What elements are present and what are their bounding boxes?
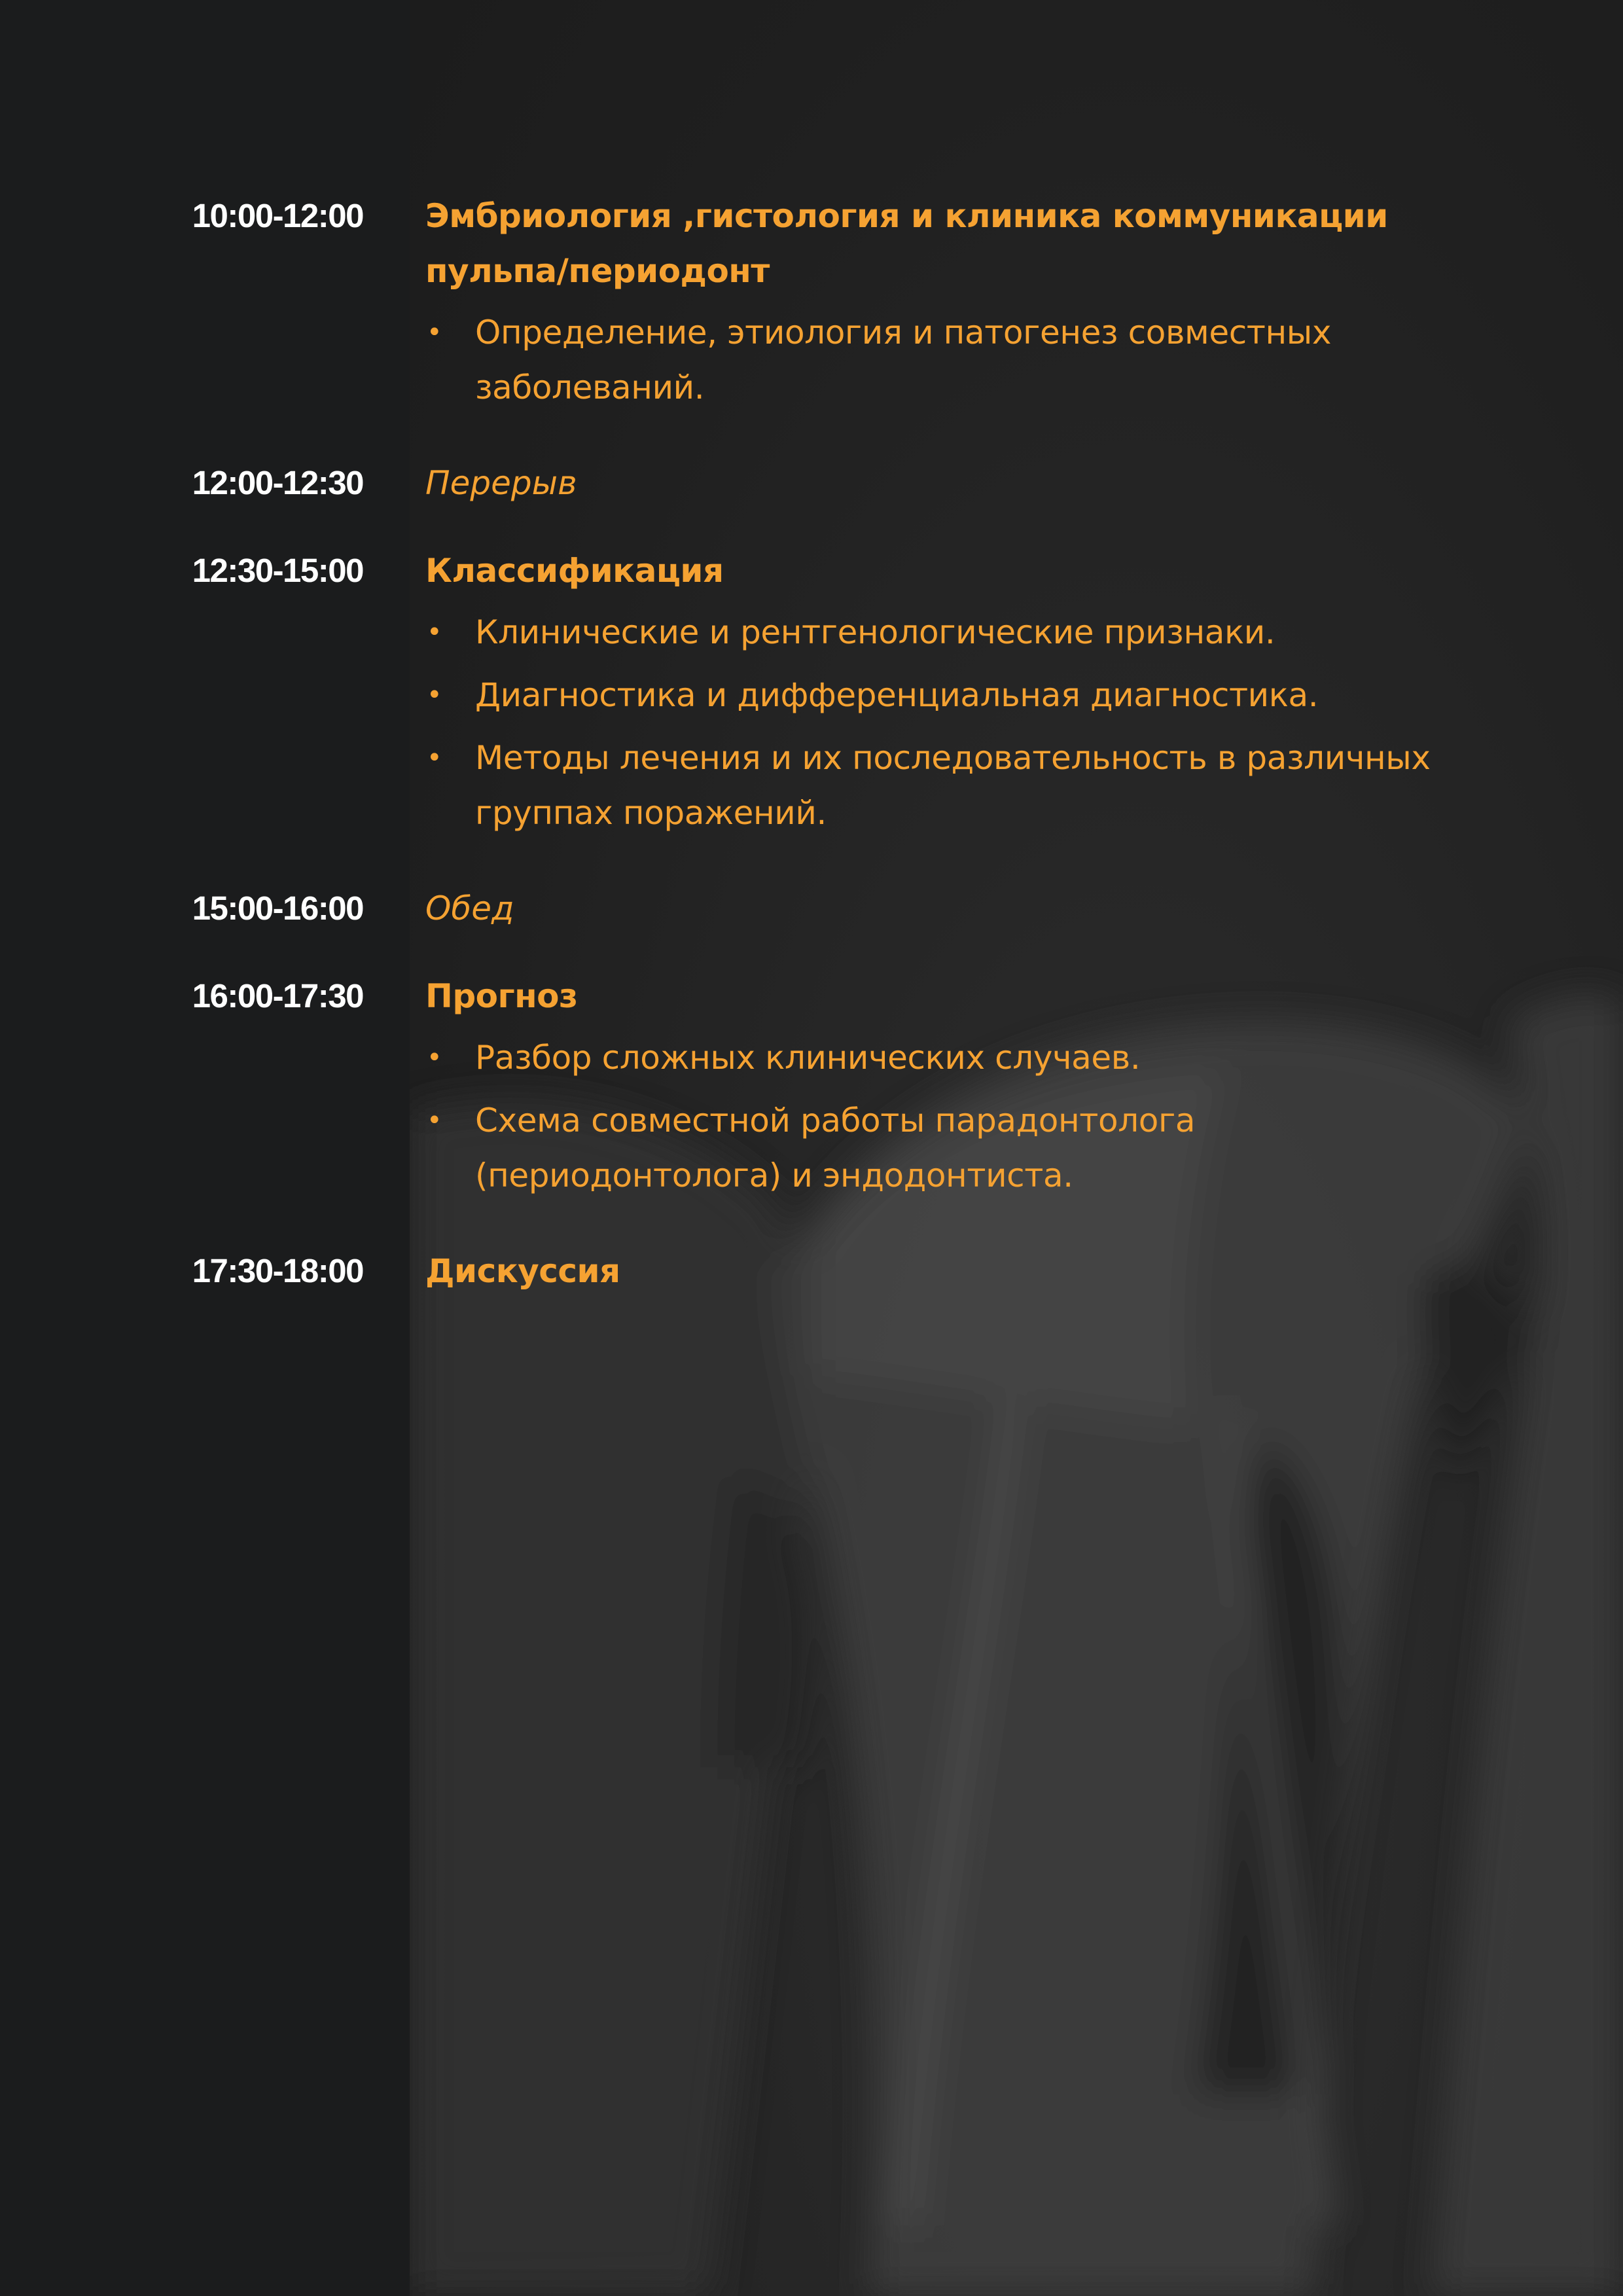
topic-text: Определение, этиология и патогенез совместных заболеваний. (475, 314, 1332, 406)
bullet-icon: • (427, 743, 442, 773)
topic-item (425, 1030, 1459, 1085)
schedule-row (0, 881, 1623, 936)
break-label: Перерыв (425, 464, 577, 502)
program-schedule (0, 188, 1623, 1299)
session-time: 16:00-17:30 (192, 977, 363, 1014)
session-topics-list (425, 605, 1459, 840)
topic-text: Клинические и рентгенологические признаки. (475, 613, 1275, 651)
topic-item (425, 305, 1459, 415)
session-topics-list (425, 1030, 1459, 1203)
session-content (425, 456, 1459, 511)
topic-text: Методы лечения и их последовательность в различных группах поражений. (475, 739, 1431, 832)
bullet-icon: • (427, 317, 442, 348)
session-title: Эмбриология ,гистология и клиника коммуникации пульпа/периодонт (425, 197, 1388, 290)
topic-item (425, 1093, 1459, 1203)
session-content (425, 543, 1459, 848)
schedule-row (0, 969, 1623, 1211)
session-time: 12:00-12:30 (192, 464, 363, 501)
topic-item (425, 730, 1459, 840)
schedule-row (0, 543, 1623, 848)
topic-text: Диагностика и дифференциальная диагностика. (475, 676, 1319, 714)
bullet-icon: • (427, 1105, 442, 1136)
bullet-icon: • (427, 617, 442, 647)
schedule-row (0, 1244, 1623, 1299)
session-title: Прогноз (425, 977, 578, 1015)
session-time: 15:00-16:00 (192, 889, 363, 927)
session-content (425, 1244, 1459, 1299)
session-title: Классификация (425, 552, 724, 590)
session-content (425, 881, 1459, 936)
session-title: Дискуссия (425, 1252, 620, 1290)
session-content (425, 969, 1459, 1211)
bullet-icon: • (427, 680, 442, 710)
schedule-row (0, 456, 1623, 511)
session-time: 10:00-12:00 (192, 197, 363, 234)
topic-item (425, 605, 1459, 660)
bullet-icon: • (427, 1043, 442, 1073)
session-time: 17:30-18:00 (192, 1252, 363, 1289)
topic-text: Схема совместной работы парадонтолога (периодонтолога) и эндодонтиста. (475, 1102, 1196, 1194)
session-time: 12:30-15:00 (192, 552, 363, 589)
session-topics-list (425, 305, 1459, 415)
session-content (425, 188, 1459, 423)
topic-item (425, 668, 1459, 723)
schedule-row (0, 188, 1623, 423)
break-label: Обед (425, 889, 514, 927)
topic-text: Разбор сложных клинических случаев. (475, 1039, 1141, 1077)
